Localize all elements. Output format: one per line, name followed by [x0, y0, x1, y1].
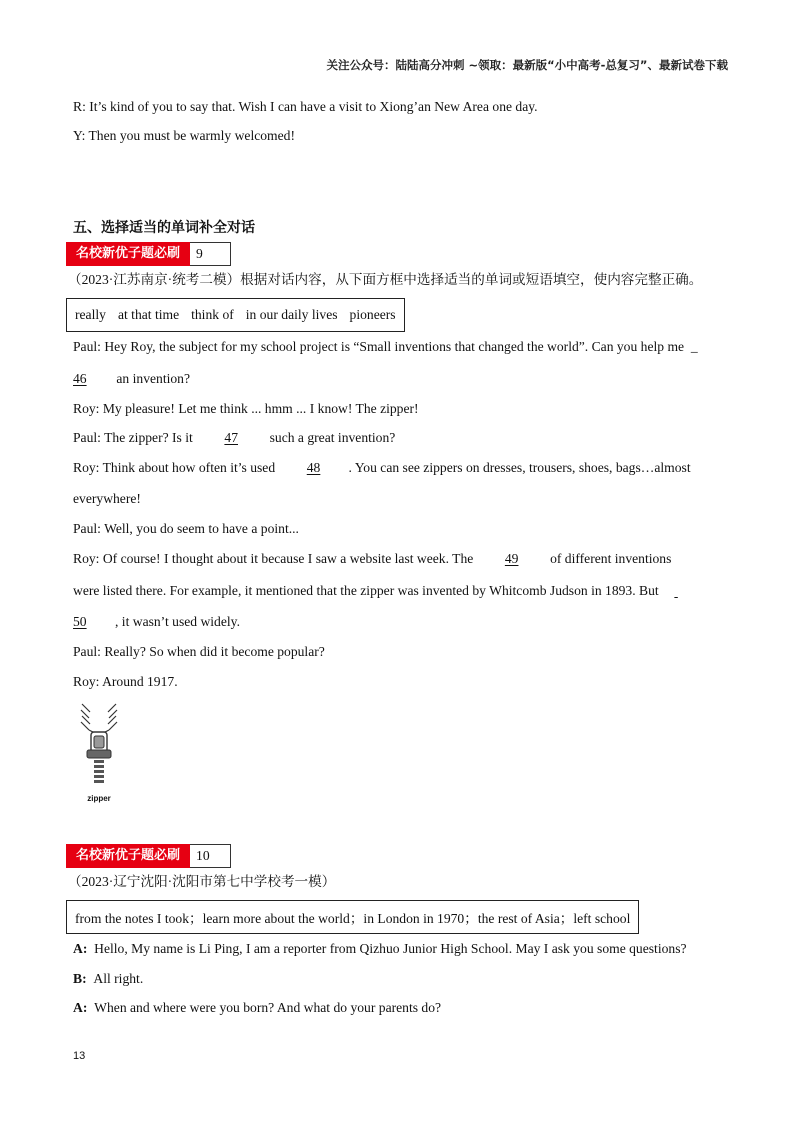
page-header: 关注公众号：陆陆高分冲刺 ~领取：最新版“小中高考-总复习”、最新试卷下载 [326, 58, 728, 72]
blank-50[interactable]: 50 [73, 614, 87, 629]
word-option: pioneers [349, 307, 396, 322]
dialog-line: A: Hello, My name is Li Ping, I am a reporter from Qizhuo Junior High School. May I ask you some questions? [73, 941, 687, 956]
word-option: really [75, 307, 106, 322]
section-title: 五、选择适当的单词补全对话 [73, 220, 255, 236]
dialog-line: 50 , it wasn’t used widely. [73, 614, 240, 629]
intro-line-2: Y: Then you must be warmly welcomed! [73, 128, 295, 143]
zipper-icon [76, 702, 122, 788]
dialog-line: everywhere! [73, 491, 141, 506]
badge-label: 名校新优子题必刷 [66, 844, 190, 868]
page-number: 13 [73, 1050, 86, 1062]
badge-label: 名校新优子题必刷 [66, 242, 190, 266]
dialog-line: Paul: The zipper? Is it 47 such a great invention? [73, 430, 396, 445]
dialog-line: Paul: Hey Roy, the subject for my school project is “Small inventions that changed the world”. Can you help me _ [73, 339, 698, 354]
blank-50-start [662, 582, 690, 600]
dialog-line: Roy: My pleasure! Let me think ... hmm ... I know! The zipper! [73, 401, 419, 416]
question-9-instruction: （2023·江苏南京·统考二模）根据对话内容，从下面方框中选择适当的单词或短语填空，使内容完整正确。 [68, 272, 703, 287]
blank-48[interactable]: 48 [306, 460, 321, 475]
word-option: think of [191, 307, 234, 322]
dialog-line: Roy: Think about how often it’s used 48 . You can see zippers on dresses, trousers, shoes, bags…almost [73, 460, 691, 475]
word-bank-box [66, 298, 405, 332]
intro-line-1: R: It’s kind of you to say that. Wish I can have a visit to Xiong’an New Area one day. [73, 99, 538, 114]
question-10-source: （2023·辽宁沈阳·沈阳市第七中学校考一模） [68, 874, 336, 889]
zipper-image [76, 702, 122, 803]
question-9-badge [66, 242, 231, 266]
dialog-line: Paul: Well, you do seem to have a point... [73, 521, 299, 536]
dialog-line: Paul: Really? So when did it become popular? [73, 644, 325, 659]
phrase-bank-box [66, 900, 639, 934]
blank-46[interactable]: 46 [73, 371, 87, 386]
word-option: at that time [117, 307, 180, 322]
speaker: B: [73, 971, 87, 986]
dialog-line: A: When and where were you born? And what do your parents do? [73, 1000, 442, 1015]
dialog-line: were listed there. For example, it mentioned that the zipper was invented by Whitcomb Judson in 1893. But [73, 582, 690, 600]
word-option: in our daily lives [245, 307, 338, 322]
question-number: 10 [190, 844, 231, 868]
image-caption: zipper [87, 794, 111, 803]
speaker: A: [73, 941, 88, 956]
dialog-line: Roy: Of course! I thought about it because I saw a website last week. The 49 of different inventions [73, 551, 672, 566]
dialog-line: Roy: Around 1917. [73, 674, 178, 689]
blank-49[interactable]: 49 [504, 551, 519, 566]
phrase-options: from the notes I took；learn more about the world；in London in 1970；the rest of Asia；left school [75, 911, 631, 926]
blank-start: _ [690, 339, 698, 354]
dialog-line: B: All right. [73, 971, 144, 986]
speaker: A: [73, 1000, 88, 1015]
blank-47[interactable]: 47 [224, 430, 238, 445]
question-number: 9 [190, 242, 231, 266]
dialog-line: 46 an invention? [73, 371, 191, 386]
question-10-badge [66, 844, 231, 868]
